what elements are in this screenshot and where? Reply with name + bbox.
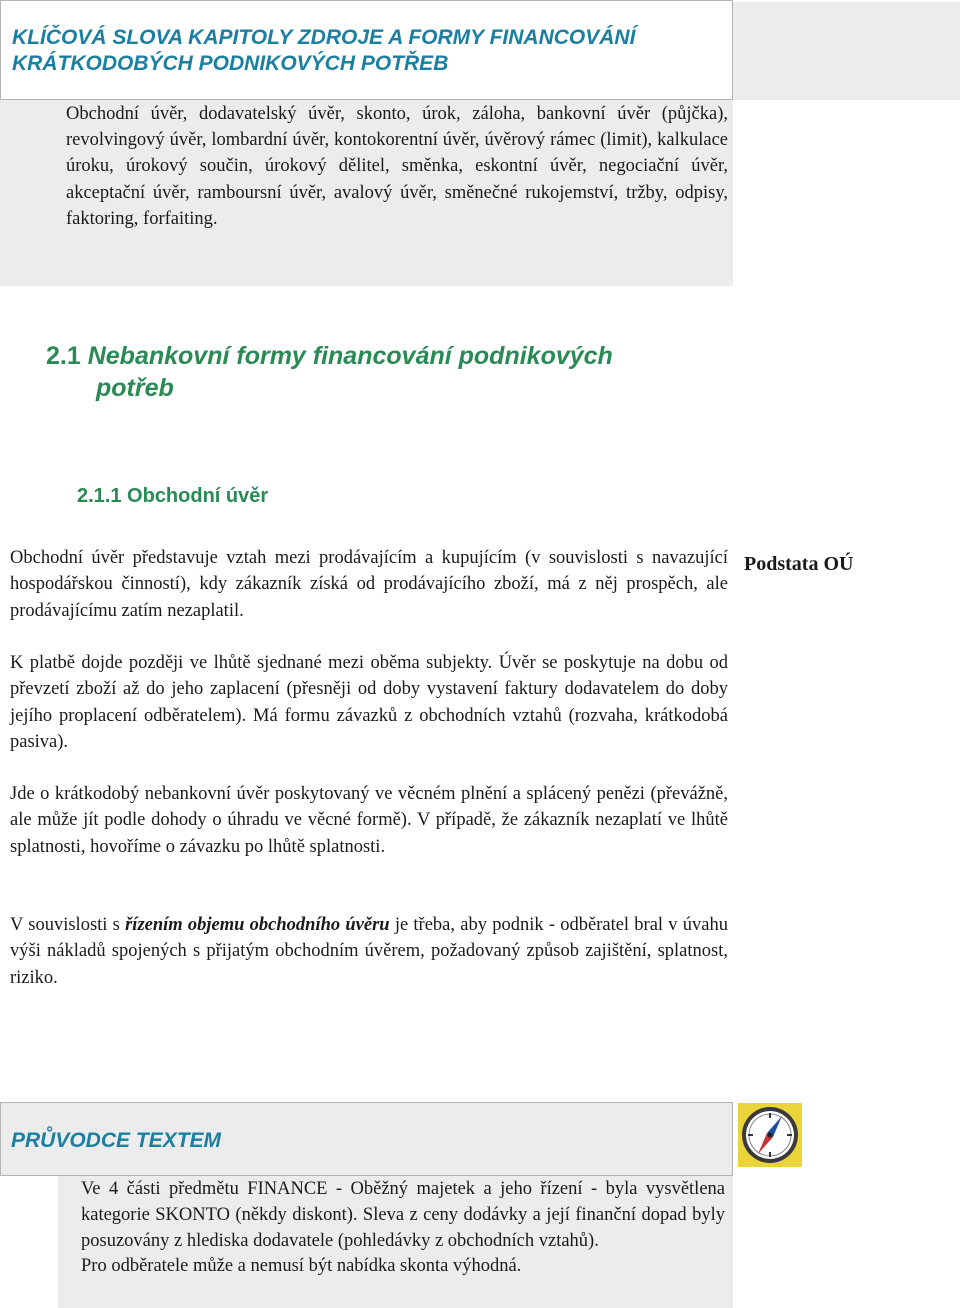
paragraph-management-start: V souvislosti s	[10, 915, 126, 935]
guide-text	[81, 1177, 725, 1280]
margin-tab	[733, 2, 960, 100]
section-title-line2: potřeb	[96, 374, 174, 402]
guide-text-last: Pro odběratele může a nemusí být nabídka skonta výhodná.	[81, 1256, 522, 1277]
guide-header	[0, 1102, 733, 1176]
keywords-header	[0, 0, 733, 100]
paragraph-management	[10, 912, 728, 991]
keywords-text: Obchodní úvěr, dodavatelský úvěr, skonto, úrok, záloha, bankovní úvěr (půjčka), revolvingový úvěr, lombardní úvěr, kontokorentní úvěr, úvěrový rámec (limit), kalkulace úroku, úrokový součin, úrokový dělitel, směnka, eskontní úvěr, negociační úvěr, akceptační úvěr, ramboursní úvěr, avalový úvěr, směnečné rukojemství, tržby, odpisy, faktoring, forfaiting.	[66, 104, 728, 229]
keywords-title-line2: KRÁTKODOBÝCH PODNIKOVÝCH POTŘEB	[12, 52, 449, 75]
paragraph-short-term: Jde o krátkodobý nebankovní úvěr poskytovaný ve věcném plnění a splácený penězi (převážně, ale může jít podle dohody o úhradu ve věcné formě). V případě, že zákazník nezaplatí ve lhůtě splatnosti, hovoříme o závazku po lhůtě splatnosti.	[10, 784, 728, 857]
keywords-title	[12, 25, 712, 77]
paragraph-payment: K platbě dojde později ve lhůtě sjednané mezi oběma subjekty. Úvěr se poskytuje na dobu od převzetí zboží až do jeho zaplacení (přesněji od doby vystavení faktury dodavatelem do doby jejího proplacení odběratelem). Má formu závazků z obchodních vztahů (rozvaha, krátkodobá pasiva).	[10, 653, 728, 752]
paragraph-management-emphasis: řízením objemu obchodního úvěru	[125, 915, 390, 935]
keywords-title-line1: KLÍČOVÁ SLOVA KAPITOLY ZDROJE A FORMY FINANCOVÁNÍ	[12, 26, 636, 49]
section-heading	[46, 340, 686, 404]
section-title-line1: Nebankovní formy financování podnikových	[87, 342, 613, 370]
compass-icon	[738, 1103, 802, 1167]
guide-text-main: Ve 4 části předmětu FINANCE - Oběžný majetek a jeho řízení - byla vysvětlena kategorie SKONTO (někdy diskont). Sleva z ceny dodávky a její finanční dopad byly posuzovány z hlediska dodavatele (pohledávky z obchodních vztahů).	[81, 1179, 725, 1251]
section-number: 2.1	[46, 342, 81, 370]
subsection-heading: 2.1.1 Obchodní úvěr	[77, 485, 269, 507]
margin-note: Podstata OÚ	[744, 553, 854, 575]
guide-title: PRŮVODCE TEXTEM	[11, 1129, 222, 1152]
paragraph-management-end: je třeba, aby podnik - odběratel bral v úvahu výši nákladů spojených s přijatým obchodním úvěrem, požadovaný způsob zajištění, splatnost, riziko.	[10, 915, 728, 988]
paragraph-definition: Obchodní úvěr představuje vztah mezi prodávajícím a kupujícím (v souvislosti s navazující hospodářskou činností), kdy zákazník získá od prodávajícího zboží, má z něj prospěch, ale prodávajícímu zatím nezaplatil.	[10, 548, 728, 621]
